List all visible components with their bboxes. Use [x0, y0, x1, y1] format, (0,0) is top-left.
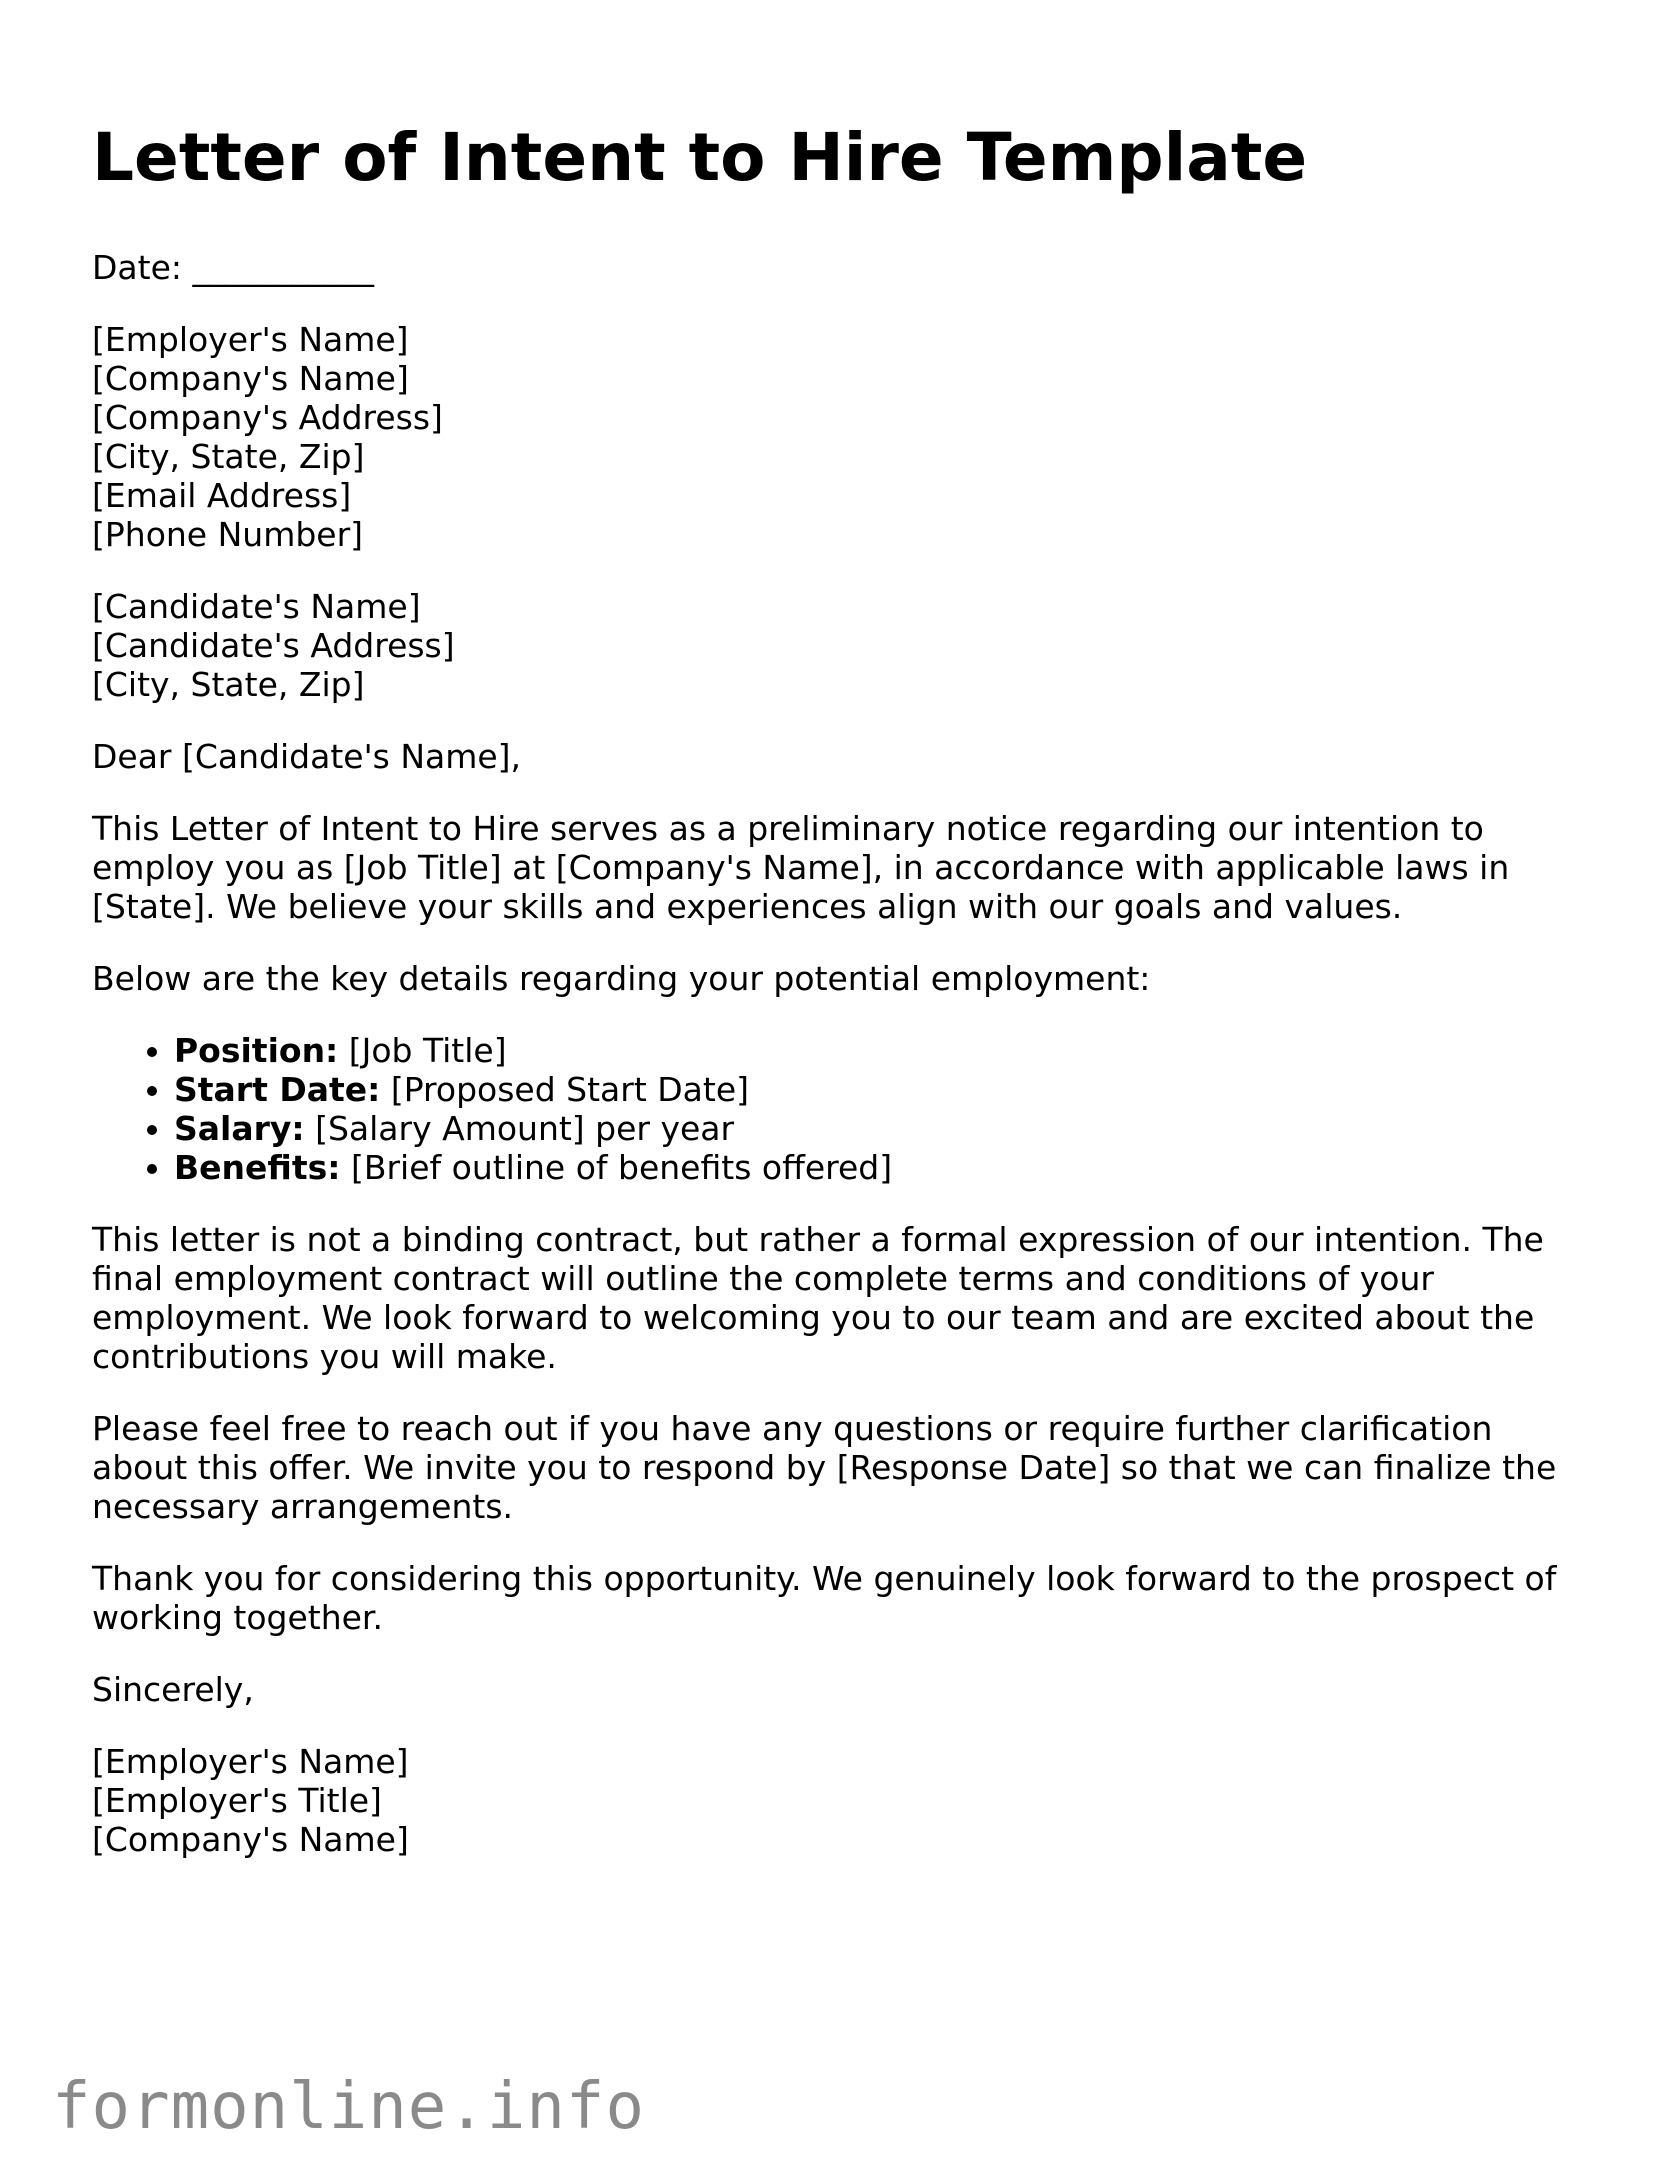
employer-address-block — [92, 320, 1592, 554]
detail-label-salary: Salary: — [174, 1109, 305, 1148]
detail-value-benefits: [Brief outline of benefits offered] — [340, 1148, 893, 1187]
closing: Sincerely, — [92, 1670, 254, 1709]
list-item — [174, 1148, 1592, 1187]
detail-value-position: [Job Title] — [338, 1031, 507, 1070]
watermark: formonline.info — [52, 2070, 645, 2144]
list-item — [174, 1070, 1592, 1109]
details-list — [92, 1031, 1592, 1187]
candidate-name-line: [Candidate's Name] — [92, 587, 421, 626]
intro-paragraph: This Letter of Intent to Hire serves as a preliminary notice regarding our intention to employ you as [Job Title] at [Company's Name], in accordance with applicable laws in [State]. We believe your skills and experiences align with our goals and values. — [92, 809, 1510, 926]
list-item — [174, 1031, 1592, 1070]
candidate-address-block — [92, 587, 1592, 704]
thanks-paragraph: Thank you for considering this opportunity. We genuinely look forward to the prospect of working together. — [92, 1559, 1557, 1637]
detail-label-position: Position: — [174, 1031, 339, 1070]
date-line: Date: ___________ — [92, 248, 374, 287]
signature-block — [92, 1742, 1592, 1859]
email-address-line: [Email Address] — [92, 476, 352, 515]
employer-name-line: [Employer's Name] — [92, 320, 409, 359]
candidate-address-line: [Candidate's Address] — [92, 626, 455, 665]
letter-page — [92, 118, 1592, 1892]
signature-employer-title: [Employer's Title] — [92, 1781, 382, 1820]
signature-company-name: [Company's Name] — [92, 1820, 409, 1859]
details-lead-paragraph: Below are the key details regarding your potential employment: — [92, 959, 1151, 998]
salutation: Dear [Candidate's Name], — [92, 737, 522, 776]
company-address-line: [Company's Address] — [92, 398, 443, 437]
detail-value-start-date: [Proposed Start Date] — [380, 1070, 750, 1109]
city-state-zip-line: [City, State, Zip] — [92, 437, 365, 476]
phone-number-line: [Phone Number] — [92, 515, 364, 554]
detail-label-benefits: Benefits: — [174, 1148, 341, 1187]
detail-label-start-date: Start Date: — [174, 1070, 381, 1109]
binding-paragraph: This letter is not a binding contract, but rather a formal expression of our intention. The final employment contract will outline the complete terms and conditions of your employment. We look forward to welcoming you to our team and are excited about the contributions you will make. — [92, 1220, 1544, 1376]
candidate-city-state-zip-line: [City, State, Zip] — [92, 665, 365, 704]
signature-employer-name: [Employer's Name] — [92, 1742, 409, 1781]
page-title: Letter of Intent to Hire Template — [92, 119, 1308, 196]
list-item — [174, 1109, 1592, 1148]
detail-value-salary: [Salary Amount] per year — [304, 1109, 735, 1148]
company-name-line: [Company's Name] — [92, 359, 409, 398]
questions-paragraph: Please feel free to reach out if you have any questions or require further clarification about this offer. We invite you to respond by [Response Date] so that we can finalize the necessary arrangements. — [92, 1409, 1557, 1526]
